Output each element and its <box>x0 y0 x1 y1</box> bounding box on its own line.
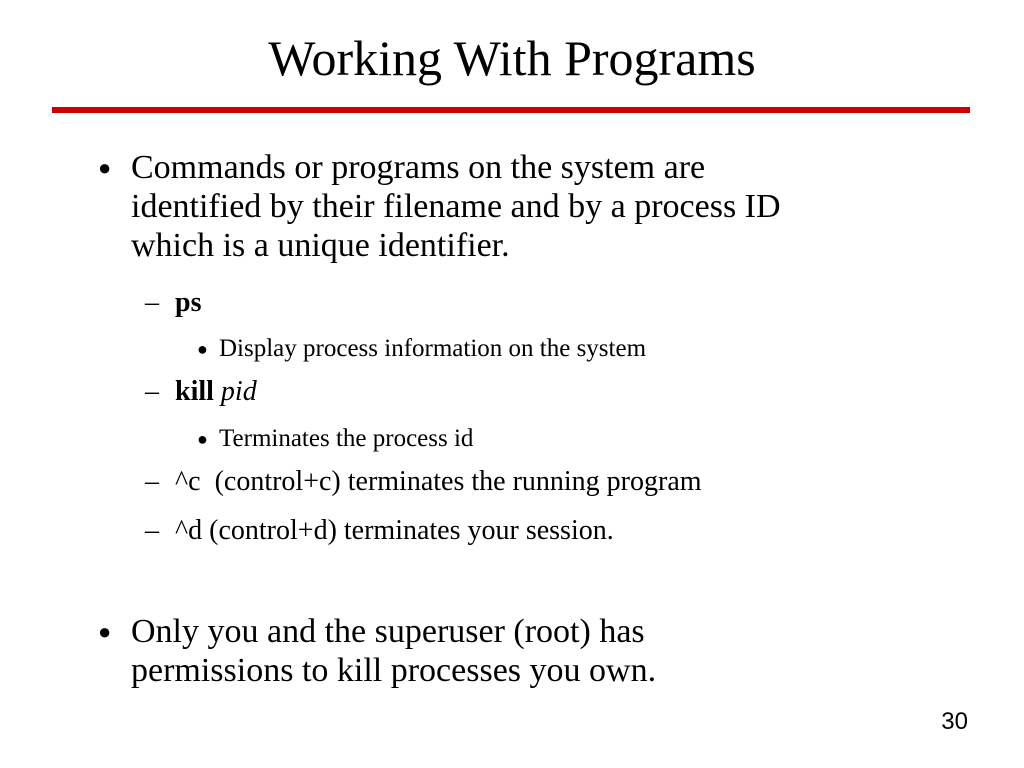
detail-text: Display process information on the system <box>219 335 647 362</box>
dash-mark: – <box>145 376 159 407</box>
bullet-line: Only you and the superuser (root) has <box>131 613 645 650</box>
ctrl-d-text: ^d (control+d) terminates your session. <box>175 515 614 546</box>
command-kill: kill <box>175 376 214 407</box>
slide-title: Working With Programs <box>268 30 756 86</box>
dash-mark: – <box>145 515 159 546</box>
bullet-permissions <box>98 612 978 692</box>
argument-pid: pid <box>220 376 257 407</box>
bullet-commands <box>98 148 978 268</box>
bullet-line: identified by their filename and by a process ID <box>131 188 781 225</box>
page-number: 30 <box>941 708 968 735</box>
bullet-mark: ● <box>197 429 208 449</box>
bullet-mark: ● <box>197 339 208 359</box>
bullet-line: Commands or programs on the system are <box>131 149 706 186</box>
title-divider <box>52 107 970 113</box>
bullet-line: permissions to kill processes you own. <box>131 652 657 689</box>
bullet-mark: ● <box>98 155 112 180</box>
dash-mark: – <box>145 287 159 318</box>
ctrl-c-text: ^c (control+c) terminates the running program <box>175 466 702 497</box>
bullet-mark: ● <box>98 619 112 644</box>
bullet-line: which is a unique identifier. <box>131 227 510 264</box>
command-ps: ps <box>175 287 202 318</box>
detail-text: Terminates the process id <box>219 425 474 452</box>
dash-mark: – <box>145 466 159 497</box>
